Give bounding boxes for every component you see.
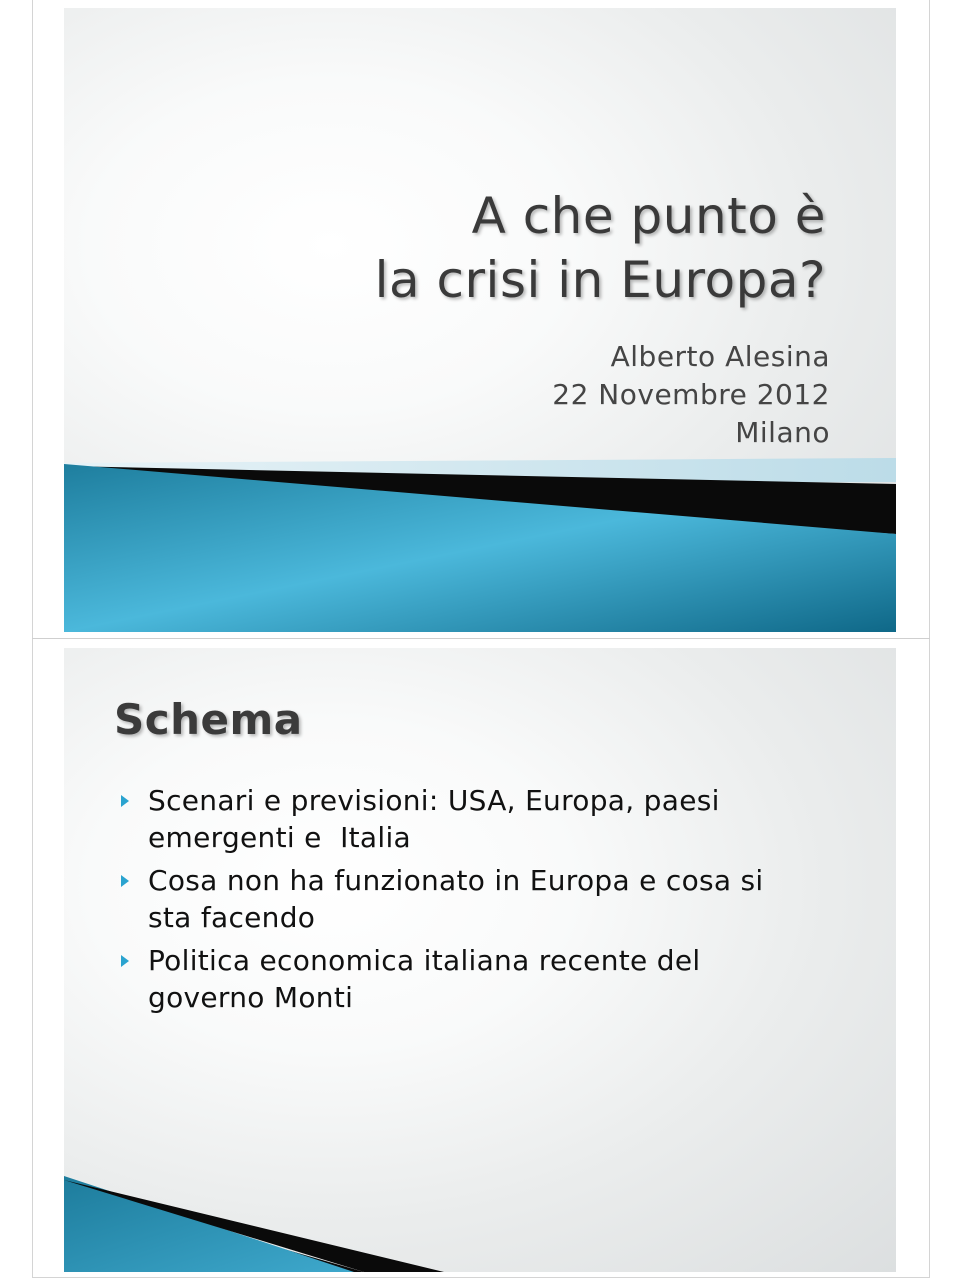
bullet-line: governo Monti	[148, 981, 354, 1014]
author-name: Alberto Alesina	[610, 340, 830, 373]
bullet-text	[148, 782, 720, 856]
bullet-line: Politica economica italiana recente del	[148, 944, 701, 977]
bullet-line: Cosa non ha funzionato in Europa e cosa si	[148, 864, 764, 897]
slide-title: Schema	[114, 695, 303, 744]
bullet-line: emergenti e Italia	[148, 821, 411, 854]
slide-banner-decoration	[64, 8, 896, 632]
bullet-text	[148, 862, 764, 936]
triangle-right-icon	[120, 862, 148, 899]
page-divider	[32, 638, 930, 639]
title-line-2: la crisi in Europa?	[374, 251, 826, 309]
slide-title	[375, 184, 826, 312]
list-item	[120, 942, 840, 1016]
title-line-1: A che punto è	[471, 187, 826, 245]
triangle-right-icon	[120, 942, 148, 979]
slide-subtitle	[552, 338, 830, 452]
bullet-list	[120, 782, 840, 1022]
bullet-text	[148, 942, 700, 1016]
bullet-line: Scenari e previsioni: USA, Europa, paesi	[148, 784, 720, 817]
list-item	[120, 782, 840, 856]
title-slide	[64, 8, 896, 632]
list-item	[120, 862, 840, 936]
presentation-date: 22 Novembre 2012	[552, 378, 830, 411]
bullet-line: sta facendo	[148, 901, 316, 934]
outline-slide	[64, 648, 896, 1272]
presentation-location: Milano	[735, 416, 830, 449]
triangle-right-icon	[120, 782, 148, 819]
